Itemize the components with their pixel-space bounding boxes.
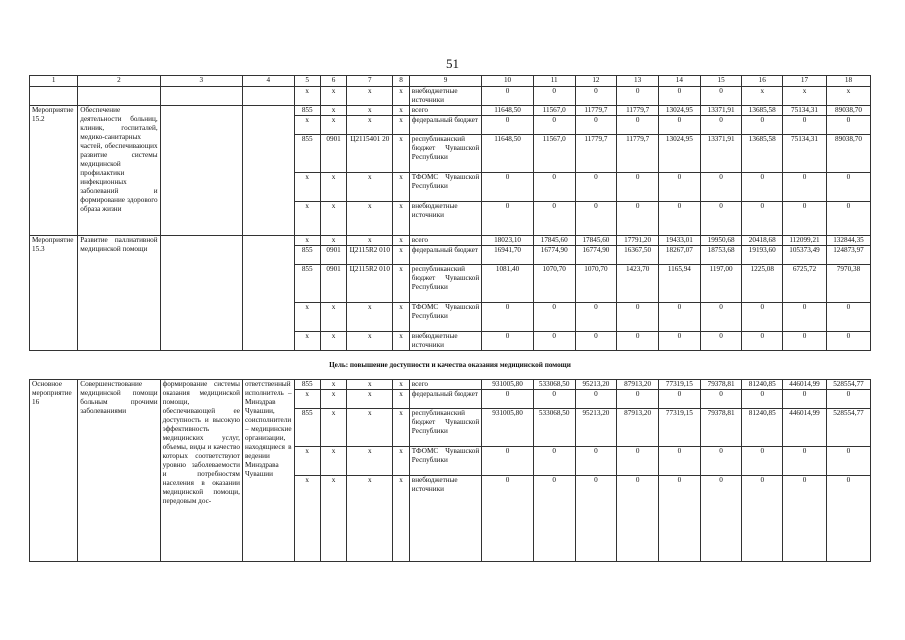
amount-cell: 0 <box>575 87 617 106</box>
funding-source: внебюджетные источники <box>409 332 481 351</box>
amount-cell: 446014,99 <box>783 380 827 390</box>
activity-name: Обеспечение деятельности больниц, клиник, госпиталей, медико-санитарных частей, обеспечивающих развитие системы медицинской профилактики инфекционных заболеваний и формирование здорового образа жизни <box>78 106 160 236</box>
amount-cell: 0 <box>659 173 701 202</box>
amount-cell: 0 <box>783 202 827 236</box>
amount-cell: 0 <box>659 303 701 332</box>
amount-cell: 0 <box>575 476 617 562</box>
code-cell: x <box>393 265 409 303</box>
amount-cell: 0 <box>575 390 617 409</box>
amount-cell: 0 <box>617 116 659 135</box>
code-cell: x <box>320 173 346 202</box>
code-cell: x <box>347 106 393 116</box>
column-number: 16 <box>742 76 783 87</box>
activity-label: Основное мероприятие 16 <box>30 380 78 562</box>
funding-source: ТФОМС Чувашской Республики <box>409 303 481 332</box>
funding-source: всего <box>409 106 481 116</box>
amount-cell: 0 <box>700 447 742 476</box>
amount-cell: 1070,70 <box>533 265 575 303</box>
amount-cell: 81240,85 <box>742 409 783 447</box>
code-cell: x <box>393 173 409 202</box>
amount-cell: 0 <box>533 476 575 562</box>
amount-cell: 0 <box>826 116 870 135</box>
amount-cell: 0 <box>742 202 783 236</box>
activity-label: Мероприятие 15.3 <box>30 236 78 351</box>
amount-cell: 0 <box>617 87 659 106</box>
amount-cell: 17845,60 <box>575 236 617 246</box>
amount-cell: 533068,50 <box>533 380 575 390</box>
amount-cell: 0 <box>826 476 870 562</box>
amount-cell: 0 <box>742 447 783 476</box>
code-cell: 855 <box>294 106 320 116</box>
code-cell: x <box>320 106 346 116</box>
expected-result <box>160 236 242 351</box>
amount-cell: 0 <box>826 173 870 202</box>
amount-cell: 89038,70 <box>826 106 870 116</box>
amount-cell: 0 <box>659 476 701 562</box>
code-cell: 0901 <box>320 135 346 173</box>
code-cell: x <box>393 106 409 116</box>
amount-cell: 0 <box>783 332 827 351</box>
column-number: 9 <box>409 76 481 87</box>
amount-cell: 1070,70 <box>575 265 617 303</box>
amount-cell: 0 <box>533 332 575 351</box>
amount-cell: 0 <box>700 116 742 135</box>
column-number: 12 <box>575 76 617 87</box>
amount-cell: 11648,50 <box>482 106 534 116</box>
code-cell: x <box>393 447 409 476</box>
amount-cell: 89038,70 <box>826 135 870 173</box>
amount-cell: 0 <box>482 173 534 202</box>
column-number-row <box>30 76 871 87</box>
code-cell: x <box>294 447 320 476</box>
amount-cell: 17791,20 <box>617 236 659 246</box>
amount-cell: 20418,68 <box>742 236 783 246</box>
amount-cell: 13024,95 <box>659 106 701 116</box>
code-cell: x <box>393 236 409 246</box>
amount-cell: 18753,68 <box>700 246 742 265</box>
empty-cell <box>78 87 160 106</box>
code-cell: x <box>393 476 409 562</box>
code-cell: x <box>393 135 409 173</box>
activity-label: Мероприятие 15.2 <box>30 106 78 236</box>
code-cell: 855 <box>294 265 320 303</box>
amount-cell: 13685,58 <box>742 106 783 116</box>
amount-cell: 0 <box>742 173 783 202</box>
code-cell: x <box>393 87 409 106</box>
code-cell: x <box>393 409 409 447</box>
amount-cell: 0 <box>482 447 534 476</box>
funding-source: федеральный бюджет <box>409 390 481 409</box>
amount-cell: 0 <box>826 202 870 236</box>
code-cell: x <box>320 409 346 447</box>
amount-cell: 18267,07 <box>659 246 701 265</box>
amount-cell: 77319,15 <box>659 380 701 390</box>
column-number: 15 <box>700 76 742 87</box>
amount-cell: 13371,91 <box>700 106 742 116</box>
amount-cell: 0 <box>575 173 617 202</box>
code-cell: x <box>393 380 409 390</box>
amount-cell: 0 <box>826 447 870 476</box>
amount-cell: 132844,35 <box>826 236 870 246</box>
code-cell: x <box>320 303 346 332</box>
amount-cell: 0 <box>659 116 701 135</box>
code-cell: 855 <box>294 380 320 390</box>
amount-cell: 0 <box>533 447 575 476</box>
amount-cell: 0 <box>700 332 742 351</box>
expected-result <box>160 106 242 236</box>
amount-cell: 0 <box>533 202 575 236</box>
amount-cell: 0 <box>533 116 575 135</box>
empty-cell <box>242 87 294 106</box>
empty-cell <box>30 87 78 106</box>
code-cell: 855 <box>294 409 320 447</box>
amount-cell: 0 <box>659 390 701 409</box>
code-cell: x <box>294 332 320 351</box>
code-cell: Ц2115R2 010 <box>347 246 393 265</box>
funding-source: федеральный бюджет <box>409 116 481 135</box>
code-cell: x <box>347 303 393 332</box>
responsible-executor <box>242 106 294 236</box>
code-cell: x <box>320 380 346 390</box>
funding-source: республиканский бюджет Чувашской Республики <box>409 265 481 303</box>
code-cell: x <box>294 303 320 332</box>
amount-cell: 124873,97 <box>826 246 870 265</box>
activity-name: Совершенствование медицинской помощи больным прочими заболеваниями <box>78 380 160 562</box>
code-cell: x <box>294 236 320 246</box>
code-cell: x <box>347 409 393 447</box>
code-cell: x <box>320 447 346 476</box>
funding-source: всего <box>409 236 481 246</box>
goal-row <box>30 351 871 380</box>
code-cell: x <box>393 390 409 409</box>
amount-cell: 75134,31 <box>783 106 827 116</box>
amount-cell: 0 <box>575 332 617 351</box>
amount-cell: 1225,08 <box>742 265 783 303</box>
amount-cell: 0 <box>783 303 827 332</box>
amount-cell: 0 <box>482 202 534 236</box>
code-cell: x <box>393 246 409 265</box>
code-cell: x <box>294 202 320 236</box>
amount-cell: 77319,15 <box>659 409 701 447</box>
amount-cell: 0 <box>783 116 827 135</box>
amount-cell: 16774,90 <box>575 246 617 265</box>
responsible-executor: ответственный исполнитель – Минздрав Чувашии, соисполнители – медицинские организации, находящиеся в ведении Минздрава Чувашии <box>242 380 294 562</box>
amount-cell: 1197,00 <box>700 265 742 303</box>
code-cell: x <box>320 390 346 409</box>
amount-cell: 0 <box>826 332 870 351</box>
amount-cell: 0 <box>783 173 827 202</box>
amount-cell: 0 <box>482 390 534 409</box>
code-cell: x <box>294 173 320 202</box>
amount-cell: 19433,01 <box>659 236 701 246</box>
code-cell: 855 <box>294 246 320 265</box>
amount-cell: 0 <box>482 87 534 106</box>
code-cell: x <box>347 173 393 202</box>
amount-cell: x <box>783 87 827 106</box>
code-cell: x <box>320 236 346 246</box>
column-number: 3 <box>160 76 242 87</box>
amount-cell: 0 <box>533 87 575 106</box>
amount-cell: x <box>826 87 870 106</box>
amount-cell: 0 <box>533 390 575 409</box>
amount-cell: 0 <box>482 332 534 351</box>
column-number: 2 <box>78 76 160 87</box>
funding-source: всего <box>409 380 481 390</box>
code-cell: x <box>294 390 320 409</box>
amount-cell: 0 <box>700 476 742 562</box>
amount-cell: 16774,90 <box>533 246 575 265</box>
code-cell: x <box>393 202 409 236</box>
amount-cell: 0 <box>617 332 659 351</box>
amount-cell: 0 <box>533 173 575 202</box>
amount-cell: 13685,58 <box>742 135 783 173</box>
amount-cell: 0 <box>617 173 659 202</box>
amount-cell: 75134,31 <box>783 135 827 173</box>
funding-source: республиканский бюджет Чувашской Республики <box>409 135 481 173</box>
amount-cell: 0 <box>700 202 742 236</box>
code-cell: Ц2115401 20 <box>347 135 393 173</box>
amount-cell: 0 <box>482 116 534 135</box>
amount-cell: 0 <box>659 202 701 236</box>
column-number: 17 <box>783 76 827 87</box>
responsible-executor <box>242 236 294 351</box>
amount-cell: 16941,70 <box>482 246 534 265</box>
column-number: 8 <box>393 76 409 87</box>
column-number: 13 <box>617 76 659 87</box>
amount-cell: 0 <box>617 303 659 332</box>
code-cell: x <box>347 476 393 562</box>
code-cell: 855 <box>294 135 320 173</box>
column-number: 7 <box>347 76 393 87</box>
amount-cell: 0 <box>700 390 742 409</box>
code-cell: x <box>320 476 346 562</box>
page-number: 51 <box>446 56 459 71</box>
amount-cell: 0 <box>783 390 827 409</box>
amount-cell: 19950,68 <box>700 236 742 246</box>
amount-cell: 0 <box>700 87 742 106</box>
code-cell: x <box>393 303 409 332</box>
amount-cell: 1165,94 <box>659 265 701 303</box>
code-cell: x <box>347 332 393 351</box>
table-row <box>30 106 871 116</box>
code-cell: x <box>347 87 393 106</box>
funding-source: ТФОМС Чувашской Республики <box>409 447 481 476</box>
amount-cell: 6725,72 <box>783 265 827 303</box>
funding-source: ТФОМС Чувашской Республики <box>409 173 481 202</box>
amount-cell: 7970,38 <box>826 265 870 303</box>
amount-cell: 528554,77 <box>826 409 870 447</box>
goal-heading: Цель: повышение доступности и качества оказания медицинской помощи <box>30 351 871 380</box>
column-number: 5 <box>294 76 320 87</box>
column-number: 18 <box>826 76 870 87</box>
code-cell: x <box>347 236 393 246</box>
amount-cell: 79378,81 <box>700 380 742 390</box>
amount-cell: 11779,7 <box>575 135 617 173</box>
code-cell: x <box>347 447 393 476</box>
amount-cell: 0 <box>617 447 659 476</box>
amount-cell: 18023,10 <box>482 236 534 246</box>
amount-cell: 16367,50 <box>617 246 659 265</box>
funding-source: внебюджетные источники <box>409 476 481 562</box>
column-number: 6 <box>320 76 346 87</box>
empty-cell <box>160 87 242 106</box>
amount-cell: 11779,7 <box>617 106 659 116</box>
funding-source: республиканский бюджет Чувашской Республики <box>409 409 481 447</box>
amount-cell: 11648,50 <box>482 135 534 173</box>
funding-source: федеральный бюджет <box>409 246 481 265</box>
amount-cell: 87913,20 <box>617 409 659 447</box>
code-cell: x <box>393 116 409 135</box>
code-cell: x <box>294 87 320 106</box>
amount-cell: 0 <box>659 447 701 476</box>
amount-cell: 105373,49 <box>783 246 827 265</box>
amount-cell: 0 <box>575 303 617 332</box>
amount-cell: 112099,21 <box>783 236 827 246</box>
amount-cell: 0 <box>826 390 870 409</box>
expected-result: формирование системы оказания медицинской помощи, обеспечивающей ее доступность и высокую эффективность медицинских услуг, объемы, виды и качество которых соответствуют уровню заболеваемости и потребностям населения в оказании медицинской помощи, передовым дос- <box>160 380 242 562</box>
funding-source: внебюджетные источники <box>409 202 481 236</box>
amount-cell: 446014,99 <box>783 409 827 447</box>
amount-cell: 0 <box>742 303 783 332</box>
amount-cell: 11779,7 <box>617 135 659 173</box>
amount-cell: 1081,40 <box>482 265 534 303</box>
amount-cell: 0 <box>482 303 534 332</box>
amount-cell: 19193,60 <box>742 246 783 265</box>
amount-cell: 95213,20 <box>575 380 617 390</box>
amount-cell: x <box>742 87 783 106</box>
code-cell: 0901 <box>320 246 346 265</box>
amount-cell: 95213,20 <box>575 409 617 447</box>
amount-cell: 0 <box>533 303 575 332</box>
code-cell: x <box>320 87 346 106</box>
amount-cell: 0 <box>783 447 827 476</box>
amount-cell: 0 <box>742 390 783 409</box>
amount-cell: 0 <box>742 476 783 562</box>
program-table <box>29 75 871 562</box>
amount-cell: 0 <box>659 87 701 106</box>
amount-cell: 0 <box>617 476 659 562</box>
amount-cell: 0 <box>575 447 617 476</box>
amount-cell: 0 <box>742 332 783 351</box>
amount-cell: 931005,80 <box>482 409 534 447</box>
amount-cell: 79378,81 <box>700 409 742 447</box>
amount-cell: 11779,7 <box>575 106 617 116</box>
amount-cell: 0 <box>700 303 742 332</box>
code-cell: 0901 <box>320 265 346 303</box>
amount-cell: 528554,77 <box>826 380 870 390</box>
amount-cell: 1423,70 <box>617 265 659 303</box>
code-cell: Ц2115R2 010 <box>347 265 393 303</box>
amount-cell: 0 <box>783 476 827 562</box>
amount-cell: 533068,50 <box>533 409 575 447</box>
column-number: 10 <box>482 76 534 87</box>
code-cell: x <box>347 380 393 390</box>
table-row <box>30 380 871 390</box>
amount-cell: 13024,95 <box>659 135 701 173</box>
activity-name: Развитие паллиативной медицинской помощи <box>78 236 160 351</box>
amount-cell: 0 <box>575 116 617 135</box>
column-number: 11 <box>533 76 575 87</box>
column-number: 14 <box>659 76 701 87</box>
code-cell: x <box>294 116 320 135</box>
code-cell: x <box>320 116 346 135</box>
amount-cell: 11567,0 <box>533 106 575 116</box>
code-cell: x <box>320 202 346 236</box>
column-number: 1 <box>30 76 78 87</box>
code-cell: x <box>294 476 320 562</box>
table-row <box>30 236 871 246</box>
code-cell: x <box>347 390 393 409</box>
amount-cell: 0 <box>482 476 534 562</box>
amount-cell: 0 <box>659 332 701 351</box>
code-cell: x <box>347 202 393 236</box>
amount-cell: 0 <box>742 116 783 135</box>
amount-cell: 0 <box>575 202 617 236</box>
amount-cell: 0 <box>826 303 870 332</box>
funding-source: внебюджетные источники <box>409 87 481 106</box>
code-cell: x <box>393 332 409 351</box>
amount-cell: 11567,0 <box>533 135 575 173</box>
amount-cell: 931005,80 <box>482 380 534 390</box>
amount-cell: 81240,85 <box>742 380 783 390</box>
amount-cell: 0 <box>617 390 659 409</box>
amount-cell: 17845,60 <box>533 236 575 246</box>
amount-cell: 0 <box>617 202 659 236</box>
column-number: 4 <box>242 76 294 87</box>
amount-cell: 87913,20 <box>617 380 659 390</box>
code-cell: x <box>347 116 393 135</box>
amount-cell: 13371,91 <box>700 135 742 173</box>
amount-cell: 0 <box>700 173 742 202</box>
table-row <box>30 87 871 106</box>
code-cell: x <box>320 332 346 351</box>
